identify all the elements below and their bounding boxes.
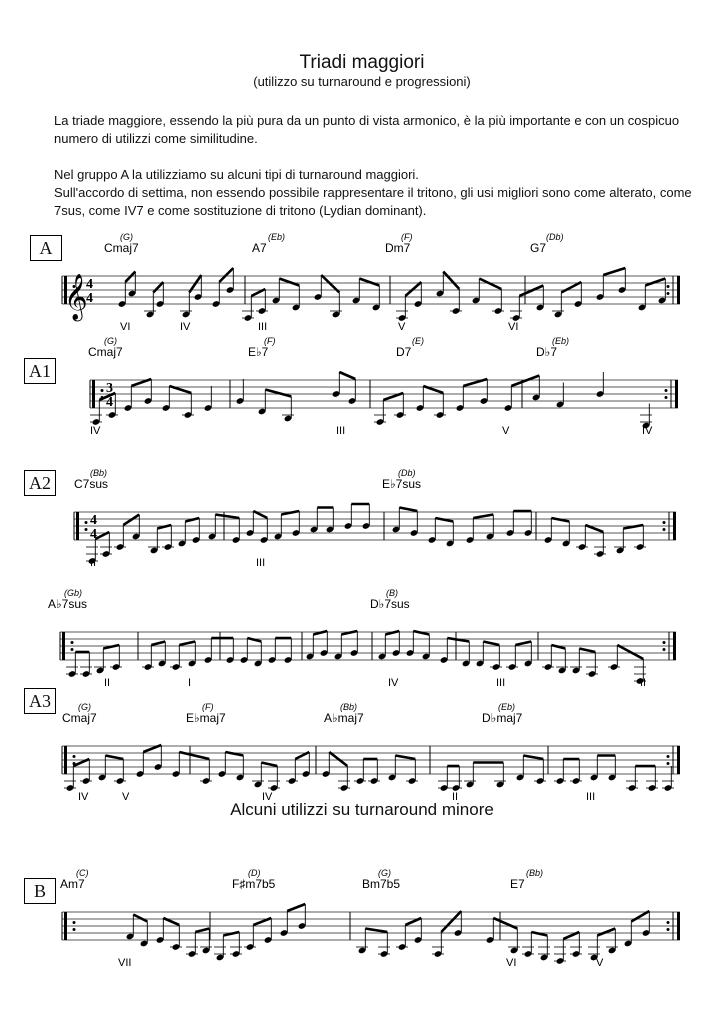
final-barline bbox=[675, 380, 678, 408]
chord-symbol: D7 bbox=[396, 345, 412, 359]
chord-symbol: E♭7sus bbox=[382, 477, 422, 491]
beam bbox=[329, 752, 347, 766]
section-label-box: A3 bbox=[24, 688, 56, 714]
staff-system-2 bbox=[74, 504, 676, 565]
beam bbox=[195, 929, 209, 933]
chord-key: (Eb) bbox=[552, 336, 570, 346]
group-a-line-2: Sull'accordo di settima, non essendo possibile rappresentare il tritono, gli usi migliori sono come alterato, come 7sus, come IV7 e come sostituzione di tritono (Lydian dominant). bbox=[54, 185, 692, 218]
staff-system-3 bbox=[60, 631, 676, 685]
roman-numeral: II bbox=[90, 557, 97, 569]
beam bbox=[247, 638, 261, 642]
staff-system-0 bbox=[62, 268, 680, 322]
beam bbox=[359, 279, 379, 286]
chord-key: (F) bbox=[264, 336, 276, 346]
roman-numeral: IV bbox=[78, 791, 89, 803]
beam bbox=[179, 642, 195, 646]
roman-numeral: V bbox=[502, 425, 510, 437]
staff-system-4 bbox=[62, 745, 680, 792]
beam bbox=[597, 929, 615, 936]
beam bbox=[339, 372, 355, 379]
beam bbox=[385, 631, 399, 635]
treble-clef-icon: 𝄞 bbox=[64, 275, 88, 319]
beam bbox=[281, 511, 299, 515]
intro-paragraph: La triade maggiore, essendo la più pura da un punto di vista armonico, è la più importante e con un cospicuo numero di utilizzi come similitudine. bbox=[54, 113, 680, 146]
beam bbox=[531, 932, 547, 936]
roman-numeral: VII bbox=[118, 957, 132, 969]
page-subtitle: (utilizzo su turnaround e progressioni) bbox=[253, 74, 471, 89]
beam bbox=[603, 268, 625, 275]
repeat-dot bbox=[667, 921, 670, 924]
roman-numeral: IV bbox=[388, 677, 399, 689]
beam bbox=[261, 763, 277, 767]
beam bbox=[313, 631, 327, 635]
beam bbox=[493, 918, 517, 929]
section-label-box: A1 bbox=[24, 358, 56, 384]
beam bbox=[125, 272, 135, 283]
final-barline bbox=[677, 746, 680, 774]
roman-numeral: V bbox=[398, 321, 406, 333]
roman-numeral: III bbox=[258, 321, 268, 333]
group-a-line-1: Nel gruppo A la utilizziamo su alcuni tipi di turnaround maggiori. bbox=[54, 167, 419, 182]
chord-key: (Bb) bbox=[340, 702, 358, 712]
page-title: Triadi maggiori bbox=[299, 52, 425, 73]
repeat-dot bbox=[663, 641, 666, 644]
beam bbox=[123, 515, 139, 526]
repeat-dot bbox=[665, 389, 668, 392]
final-barline bbox=[673, 512, 676, 540]
repeat-dot bbox=[663, 528, 666, 531]
beam bbox=[265, 390, 291, 397]
time-sig-bottom: 4 bbox=[90, 527, 97, 542]
repeat-dot bbox=[667, 928, 670, 931]
chord-symbol: Bm7b5 bbox=[362, 877, 401, 891]
chord-symbol: D♭7 bbox=[536, 345, 557, 359]
roman-numeral: III bbox=[336, 425, 346, 437]
repeat-dot bbox=[667, 285, 670, 288]
roman-numeral: IV bbox=[642, 425, 653, 437]
chord-symbol: E♭7 bbox=[248, 345, 269, 359]
beam bbox=[133, 915, 147, 922]
repeat-dot bbox=[663, 648, 666, 651]
repeat-dot bbox=[667, 292, 670, 295]
beam bbox=[523, 756, 543, 760]
roman-numeral: V bbox=[122, 791, 130, 803]
chord-symbol: A♭maj7 bbox=[324, 711, 364, 725]
beam bbox=[103, 645, 119, 649]
chord-key: (F) bbox=[401, 232, 413, 242]
beam bbox=[473, 515, 493, 519]
roman-numeral: IV bbox=[180, 321, 191, 333]
roman-numeral: VI bbox=[120, 321, 131, 333]
roman-numeral: VI bbox=[508, 321, 519, 333]
chord-symbol: D♭maj7 bbox=[482, 711, 523, 725]
roman-numeral: III bbox=[586, 791, 596, 803]
chord-symbol: G7 bbox=[530, 241, 547, 255]
beam bbox=[287, 904, 305, 911]
beam bbox=[223, 932, 239, 936]
chord-symbol: Am7 bbox=[60, 877, 85, 891]
repeat-start-thick bbox=[62, 632, 65, 660]
chord-symbol: Cmaj7 bbox=[62, 711, 97, 725]
chord-key: (Gb) bbox=[64, 588, 82, 598]
chord-key: (Eb) bbox=[268, 232, 286, 242]
beam bbox=[631, 911, 649, 922]
chord-symbol: Dm7 bbox=[385, 241, 411, 255]
chord-symbol: F♯m7b5 bbox=[232, 877, 276, 891]
beam bbox=[479, 279, 501, 290]
final-barline bbox=[677, 912, 680, 940]
chord-key: (Bb) bbox=[526, 868, 544, 878]
beam bbox=[511, 376, 539, 387]
repeat-dot bbox=[71, 648, 74, 651]
beam bbox=[645, 279, 665, 286]
repeat-dot bbox=[73, 755, 76, 758]
chord-symbol: Cmaj7 bbox=[88, 345, 123, 359]
chord-key: (D) bbox=[248, 868, 261, 878]
repeat-dot bbox=[71, 641, 74, 644]
repeat-start-thick bbox=[64, 746, 67, 774]
beam bbox=[443, 272, 459, 290]
beam bbox=[157, 525, 171, 529]
chord-symbol: D♭7sus bbox=[370, 597, 410, 611]
chord-key: (G) bbox=[104, 336, 117, 346]
roman-numeral: V bbox=[596, 957, 604, 969]
chord-key: (Eb) bbox=[498, 702, 516, 712]
roman-numeral: VI bbox=[506, 957, 517, 969]
roman-numeral: III bbox=[496, 677, 506, 689]
chord-key: (C) bbox=[76, 868, 89, 878]
beam bbox=[435, 518, 453, 522]
beam bbox=[399, 508, 417, 512]
section-label-box: A2 bbox=[24, 470, 56, 496]
repeat-dot bbox=[665, 396, 668, 399]
time-sig-top: 4 bbox=[86, 277, 93, 292]
roman-numeral: II bbox=[104, 677, 111, 689]
beam bbox=[151, 642, 165, 646]
repeat-dot bbox=[667, 755, 670, 758]
chord-symbol: A7 bbox=[252, 241, 267, 255]
beam bbox=[219, 268, 233, 282]
chord-key: (E) bbox=[412, 336, 424, 346]
final-barline bbox=[673, 632, 676, 660]
chord-key: (B) bbox=[386, 588, 398, 598]
roman-numeral: III bbox=[256, 557, 266, 569]
beam bbox=[395, 756, 415, 760]
staff-system-5 bbox=[62, 904, 680, 965]
repeat-dot bbox=[73, 928, 76, 931]
final-barline bbox=[677, 276, 680, 304]
chord-symbol: E♭maj7 bbox=[186, 711, 226, 725]
beam bbox=[225, 752, 243, 756]
chord-key: (G) bbox=[378, 868, 391, 878]
roman-numeral: II bbox=[452, 791, 459, 803]
beam bbox=[279, 279, 299, 286]
roman-numeral: I bbox=[188, 677, 192, 689]
beam bbox=[483, 642, 499, 646]
beam bbox=[623, 525, 643, 529]
beam bbox=[341, 631, 357, 635]
chord-symbol: A♭7sus bbox=[48, 597, 88, 611]
repeat-dot bbox=[663, 521, 666, 524]
time-sig-bottom: 4 bbox=[86, 291, 93, 306]
section-title-minor: Alcuni utilizzi su turnaround minore bbox=[230, 800, 494, 819]
beam bbox=[413, 631, 429, 635]
section-label-box: A bbox=[30, 235, 62, 261]
repeat-dot bbox=[73, 921, 76, 924]
time-sig-bottom: 4 bbox=[106, 395, 113, 410]
beam bbox=[447, 638, 469, 642]
beam bbox=[153, 282, 163, 293]
roman-numeral: IV bbox=[262, 791, 273, 803]
beam bbox=[579, 649, 595, 653]
repeat-start-thick bbox=[64, 912, 67, 940]
beam bbox=[551, 645, 565, 649]
time-sig-top: 3 bbox=[106, 381, 113, 396]
repeat-dot bbox=[101, 389, 104, 392]
chord-key: (Db) bbox=[398, 468, 416, 478]
chord-key: (G) bbox=[120, 232, 133, 242]
repeat-dot bbox=[85, 528, 88, 531]
chord-key: (Db) bbox=[546, 232, 564, 242]
time-sig-top: 4 bbox=[90, 513, 97, 528]
roman-numeral: IV bbox=[90, 425, 101, 437]
repeat-dot bbox=[85, 521, 88, 524]
beam bbox=[185, 518, 199, 522]
chord-symbol: E7 bbox=[510, 877, 525, 891]
chord-key: (Bb) bbox=[90, 468, 108, 478]
chord-symbol: C7sus bbox=[74, 477, 109, 491]
repeat-start-thick bbox=[92, 380, 95, 408]
staff-system-1 bbox=[90, 372, 678, 429]
beam bbox=[215, 515, 239, 519]
beam bbox=[617, 645, 643, 659]
repeat-dot bbox=[667, 762, 670, 765]
beam bbox=[441, 911, 461, 932]
beam bbox=[515, 642, 531, 646]
beam bbox=[405, 282, 421, 296]
chord-symbol: Cmaj7 bbox=[104, 241, 139, 255]
roman-numeral: II bbox=[640, 677, 647, 689]
repeat-start-thick bbox=[76, 512, 79, 540]
beam bbox=[519, 286, 543, 297]
chord-key: (G) bbox=[78, 702, 91, 712]
beam bbox=[561, 282, 581, 293]
beam bbox=[551, 518, 569, 522]
section-label-box: B bbox=[24, 878, 56, 904]
beam bbox=[105, 756, 123, 760]
chord-key: (F) bbox=[202, 702, 214, 712]
beam bbox=[365, 929, 387, 933]
